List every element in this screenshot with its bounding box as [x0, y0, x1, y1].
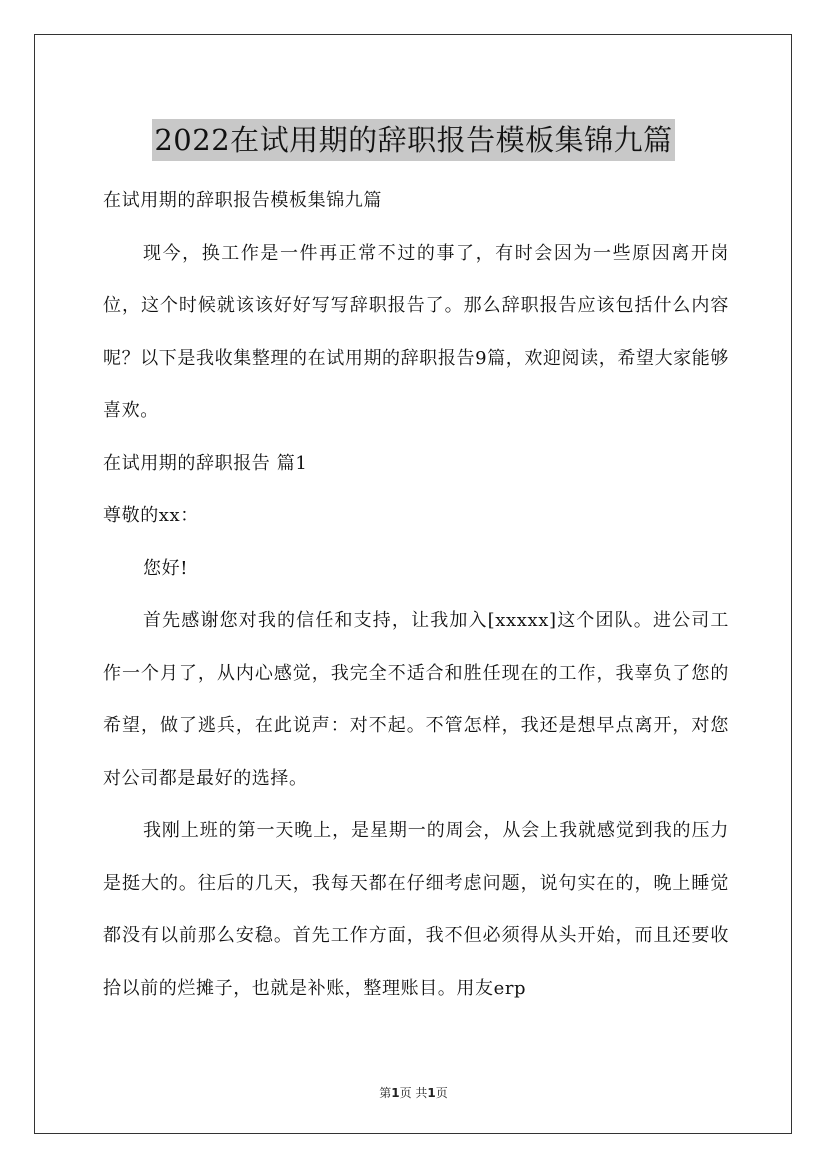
- document-body: [103, 175, 729, 1015]
- salutation: 尊敬的xx：: [103, 505, 199, 526]
- paragraph: 我刚上班的第一天晚上，是星期一的周会，从会上我就感觉到我的压力是挺大的。往后的几天，我每天都在仔细考虑问题，说句实在的，晚上睡觉都没有以前那么安稳。首先工作方面，我不但必须得从头开始，而且还要收拾以前的烂摊子，也就是补账，整理账目。用友erp: [103, 820, 729, 999]
- page-number-suffix: 页: [435, 1086, 448, 1100]
- page-number-total: 1: [427, 1086, 436, 1100]
- page-footer: [0, 1084, 827, 1102]
- section-heading: 在试用期的辞职报告 篇1: [103, 452, 308, 474]
- paragraph: 在试用期的辞职报告模板集锦九篇: [103, 190, 382, 211]
- title-container: [0, 100, 827, 181]
- page-number-mid: 页 共: [399, 1086, 428, 1100]
- greeting: 您好!: [143, 557, 189, 579]
- paragraph: 现今，换工作是一件再正常不过的事了，有时会因为一些原因离开岗位，这个时候就该该好好写写辞职报告了。那么辞职报告应该包括什么内容呢？以下是我收集整理的在试用期的辞职报告9篇，欢迎阅读，希望大家能够喜欢。: [103, 242, 729, 421]
- page-number-prefix: 第: [379, 1086, 392, 1100]
- paragraph: 首先感谢您对我的信任和支持，让我加入[xxxxx]这个团队。进公司工作一个月了，从内心感觉，我完全不适合和胜任现在的工作，我辜负了您的希望，做了逃兵，在此说声：对不起。不管怎样，我还是想早点离开，对您对公司都是最好的选择。: [103, 610, 729, 789]
- document-title: 2022在试用期的辞职报告模板集锦九篇: [152, 119, 674, 161]
- page-number-current: 1: [391, 1086, 400, 1100]
